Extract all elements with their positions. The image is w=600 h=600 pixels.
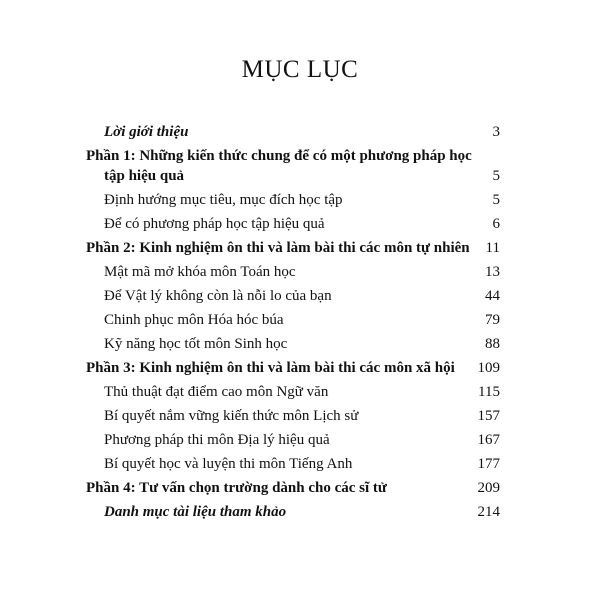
toc-page-number: 177: [477, 456, 500, 472]
toc-entry-label: Thủ thuật đạt điểm cao môn Ngữ văn: [104, 384, 329, 400]
toc-page-number: 209: [477, 480, 500, 496]
toc-page-number: 88: [485, 336, 500, 352]
toc-entry-label: Phần 2: Kinh nghiệm ôn thi và làm bài thi các môn tự nhiên: [86, 240, 470, 256]
toc-entry-label: Định hướng mục tiêu, mục đích học tập: [104, 192, 343, 208]
toc-entry-label: Danh mục tài liệu tham khảo: [104, 504, 287, 520]
toc-page-number: 167: [477, 432, 500, 448]
toc-page-number: 5: [492, 168, 500, 184]
toc-page-number: 11: [485, 240, 500, 256]
toc-entry-label: Kỹ năng học tốt môn Sinh học: [104, 336, 288, 352]
toc-page-number: 3: [492, 124, 500, 140]
toc-entry-label: Để có phương pháp học tập hiệu quả: [104, 216, 325, 232]
toc-entry-label: Chinh phục môn Hóa hóc búa: [104, 312, 284, 328]
toc-entry-label: Phần 4: Tư vấn chọn trường dành cho các sĩ tử: [86, 480, 387, 496]
toc-page-number: 157: [477, 408, 500, 424]
toc-page-number: 44: [485, 288, 500, 304]
toc-entry-label-continued: tập hiệu quả: [104, 168, 185, 184]
toc-page-number: 214: [477, 504, 500, 520]
toc-entry-label: Lời giới thiệu: [104, 124, 189, 140]
toc-entry-label: Bí quyết nắm vững kiến thức môn Lịch sử: [104, 408, 359, 424]
toc-entry-label: Phần 1: Những kiến thức chung để có một phương pháp học: [86, 148, 472, 164]
toc-page-number: 6: [492, 216, 500, 232]
toc-page-number: 13: [485, 264, 500, 280]
toc-page-number: 115: [478, 384, 500, 400]
toc-page-number: 5: [492, 192, 500, 208]
toc-entry-label: Bí quyết học và luyện thi môn Tiếng Anh: [104, 456, 353, 472]
toc-entry-label: Phần 3: Kinh nghiệm ôn thi và làm bài thi các môn xã hội: [86, 360, 455, 376]
toc-page-number: 109: [477, 360, 500, 376]
toc-entry-label: Để Vật lý không còn là nỗi lo của bạn: [104, 288, 332, 304]
toc-entry-label: Phương pháp thi môn Địa lý hiệu quả: [104, 432, 330, 448]
page-title: MỤC LỤC: [241, 56, 359, 83]
toc-page-number: 79: [485, 312, 500, 328]
toc-entry-label: Mật mã mở khóa môn Toán học: [104, 264, 296, 280]
